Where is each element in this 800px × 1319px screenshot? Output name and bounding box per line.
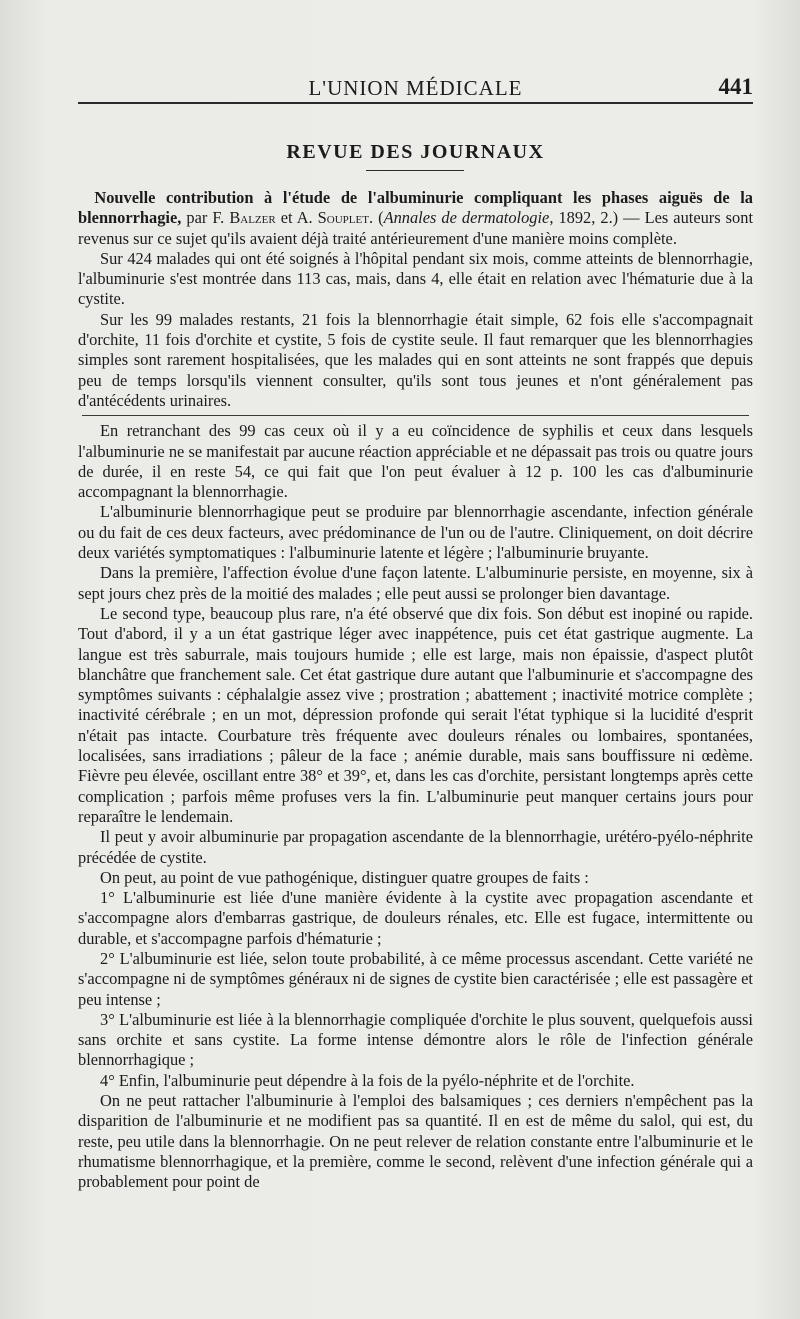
article-author-2: Souplet [317, 208, 369, 228]
paragraph: 2° L'albuminurie est liée, selon toute probabilité, à ce même processus ascendant. Cette variété ne s'accompagne ni de symptômes généraux ni de signes de cystite bien caractérisée ; elle est passagère et peu intense ; [78, 948, 753, 1009]
paragraph: 1° L'albuminurie est liée d'une manière évidente à la cystite avec propagation ascendante et s'accompagne alors d'embarras gastrique, de douleurs rénales, etc. Elle est fugace, intermittente ou durable, et s'accompagne parfois d'hématurie ; [78, 888, 753, 948]
paragraph: En retranchant des 99 cas ceux où il y a eu coïncidence de syphilis et ceux dans lesquels l'albuminurie ne se manifestait par aucune réaction appréciable et ne dépassait pas trois ou quatre jours de durée, il en reste 54, ce qui fait que l'on peut évaluer à 12 p. 100 les cas d'albuminurie accompagnant la blennorrhagie. [78, 421, 753, 502]
citation-rest: , 1892, 2.) — Les auteurs sont revenus sur ce sujet qu'ils avaient déjà traité antérieurement d'une manière moins complète. [78, 208, 754, 248]
journal-running-title: L'UNION MÉDICALE [308, 76, 523, 100]
article-body [78, 188, 753, 1193]
paragraph: L'albuminurie blennorrhagique peut se produire par blennorrhagie ascendante, infection générale ou du fait de ces deux facteurs, avec prédominance de l'un ou de l'autre. Cliniquement, on doit décrire deux variétés symptomatiques : l'albuminurie latente et légère ; l'albuminurie bruyante. [78, 502, 753, 563]
article-heading-paragraph [78, 188, 753, 249]
paragraph: Dans la première, l'affection évolue d'une façon latente. L'albuminurie persiste, en moyenne, six à sept jours chez près de la moitié des malades ; elle peut aussi se prolonger bien davantage. [78, 563, 753, 603]
citation-journal: Annales de dermatologie [383, 208, 550, 228]
section-title: REVUE DES JOURNAUX [286, 141, 545, 163]
paragraph: Sur 424 malades qui ont été soignés à l'hôpital pendant six mois, comme atteints de blennorrhagie, l'albuminurie s'est montrée dans 113 cas, mais, dans 4, elle était en relation avec l'hématurie due à la cystite. [78, 248, 753, 309]
paragraph: On peut, au point de vue pathogénique, distinguer quatre groupes de faits : [100, 867, 589, 887]
running-header [78, 74, 753, 104]
paragraph: Sur les 99 malades restants, 21 fois la blennorrhagie était simple, 62 fois elle s'accompagnait d'orchite, 11 fois d'orchite et cystite, 5 fois de cystite seule. Il faut remarquer que les blennorrhagies simples sont rarement hospitalisées, que les malades qui en sont atteints ne sont frappés que depuis peu de temps lorsqu'ils viennent consulter, qu'ils sont tous jeunes et n'ont généralement pas d'antécédents urinaires. [78, 309, 753, 410]
citation-open: ( [373, 208, 384, 228]
page-number: 441 [718, 74, 753, 99]
article-period: . [368, 208, 374, 228]
paragraph: Le second type, beaucoup plus rare, n'a été observé que dix fois. Son début est inopiné ou rapide. Tout d'abord, il y a un état gastrique léger avec inappétence, puis cet état gastrique augmente. La langue est très saburrale, mais toujours humide ; elle est large, mais non épaissie, d'aspect plutôt blanchâtre que franchement sale. Cet état gastrique dure autant que l'albuminurie et s'accompagne des symptômes suivants : céphalalgie assez vive ; prostration ; abattement ; inactivité motrice complète ; inactivité cérébrale ; en un mot, dépression profonde qui serait l'état typhique si la lucidité d'esprit n'était pas intacte. Courbature très fréquente avec douleurs rénales ou lombaires, spontanées, localisées, sans irradiations ; pâleur de la face ; anémie durable, mais sans bouffissure ni œdème. Fièvre peu élevée, oscillant entre 38° et 39°, et, dans les cas d'orchite, persistant longtemps après cette complication ; parfois même profuses vers la fin. L'albuminurie peut manquer certains jours pour reparaître le lendemain. [78, 603, 753, 826]
paragraph: Il peut y avoir albuminurie par propagation ascendante de la blennorrhagie, urétéro-pyélo-néphrite précédée de cystite. [78, 827, 753, 867]
separator-rule [82, 415, 749, 416]
paragraph: 3° L'albuminurie est liée à la blennorrhagie compliquée d'orchite le plus souvent, quelquefois aussi sans orchite et sans cystite. La forme intense démontre alors le rôle de l'infection générale blennorrhagique ; [78, 1009, 753, 1070]
paragraph: 4° Enfin, l'albuminurie peut dépendre à la fois de la pyélo-néphrite et de l'orchite. [100, 1070, 635, 1090]
article-and: et A. [275, 208, 318, 228]
article-author-1: Balzer [229, 208, 276, 228]
paragraph: On ne peut rattacher l'albuminurie à l'emploi des balsamiques ; ces derniers n'empêchent pas la disparition de l'albuminurie et ne modifient pas sa quantité. Il en est de même du salol, qui est, du reste, peu utile dans la blennorrhagie. On ne peut relever de relation constante entre l'albuminurie et le rhumatisme blennorrhagique, et la première, comme le second, relèvent d'une infection générale qui a probablement pour point de [78, 1091, 753, 1192]
article-by: par F. [181, 208, 230, 228]
article-title: Nouvelle contribution à l'étude de l'albuminurie compliquant les phases aiguës de la blennorrhagie, [78, 188, 753, 228]
section-title-rule [366, 170, 464, 171]
